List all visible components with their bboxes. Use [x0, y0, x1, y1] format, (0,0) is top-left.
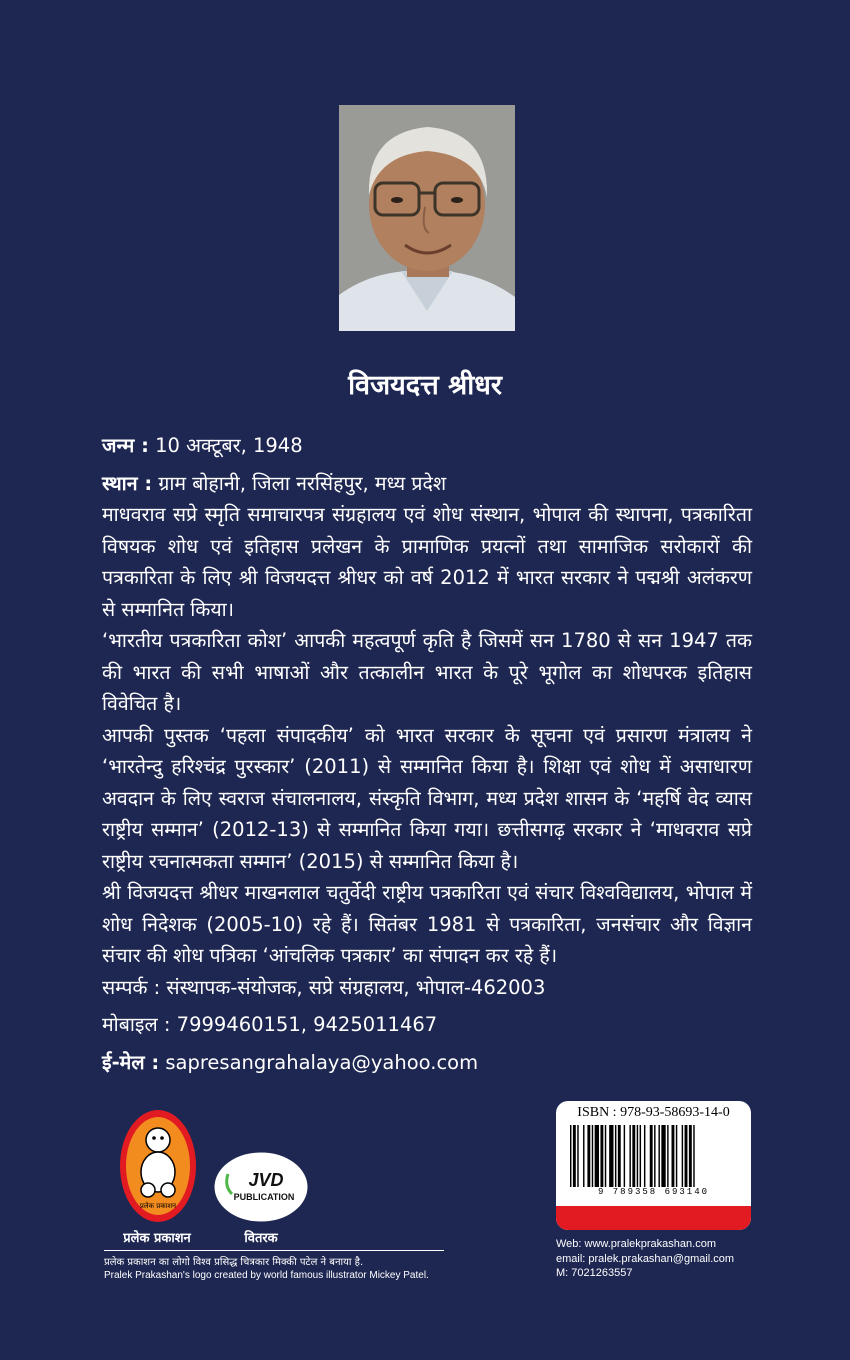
credit-hindi: प्रलेक प्रकाशन का लोगो विश्व प्रसिद्ध चित्रकार मिक्की पटेल ने बनाया है. [104, 1257, 364, 1268]
barcode-bar [624, 1125, 625, 1187]
barcode-bar [682, 1125, 683, 1187]
barcode-bar [587, 1125, 590, 1187]
publisher-web: Web: www.pralekprakashan.com [556, 1238, 716, 1250]
author-bio [102, 430, 752, 1078]
place-value: ग्राम बोहानी, जिला नरसिंहपुर, मध्य प्रदेश [152, 471, 447, 495]
bio-paragraph-2: ‘भारतीय पत्रकारिता कोश’ आपकी महत्वपूर्ण कृति है जिसमें सन 1780 से सन 1947 तक की भारत की सभी भाषाओं और तत्कालीन भारत के पूरे भूगोल का शोधपरक इतिहास विवेचित है। [102, 629, 752, 715]
author-photo [339, 105, 515, 331]
barcode-bar [570, 1125, 571, 1187]
pralek-logo [118, 1108, 198, 1231]
barcode-bar [592, 1125, 593, 1187]
barcode-bar [609, 1125, 613, 1187]
barcode-bar [640, 1125, 641, 1187]
barcode-bar [632, 1125, 635, 1187]
credit-divider [104, 1250, 444, 1251]
email-label: ई-मेल : [102, 1050, 160, 1074]
birth-label: जन्म : [102, 434, 149, 457]
barcode-bar [650, 1125, 653, 1187]
barcode-bar [672, 1125, 675, 1187]
publisher-mobile: M: 7021263557 [556, 1267, 633, 1279]
barcode-bar [629, 1125, 630, 1187]
jvd-subtext: PUBLICATION [233, 1192, 295, 1202]
isbn-red-band [556, 1206, 751, 1230]
isbn-digits: 9 789358 693140 [597, 1187, 709, 1197]
barcode-bar [600, 1125, 603, 1187]
jvd-text: JVD [248, 1170, 284, 1190]
barcode-bar [685, 1125, 688, 1187]
contact-line: सम्पर्क : संस्थापक-संयोजक, सप्रे संग्रहालय, भोपाल-462003 [102, 975, 546, 999]
place-label: स्थान : [102, 471, 153, 495]
birth-row [102, 430, 752, 462]
birth-value: 10 अक्टूबर, 1948 [148, 434, 303, 457]
author-name: विजयदत्त श्रीधर [348, 370, 502, 401]
barcode-bar [689, 1125, 692, 1187]
logo-credit [104, 1256, 484, 1282]
barcode-bar [615, 1125, 616, 1187]
barcode-bar [676, 1125, 677, 1187]
place-row [102, 468, 752, 500]
isbn-label: ISBN : 978-93-58693-14-0 [577, 1105, 730, 1120]
barcode-bar [654, 1125, 655, 1187]
barcode-bar [661, 1125, 665, 1187]
pralek-label: प्रलेक प्रकाशन [123, 1231, 191, 1246]
barcode-bar [577, 1125, 578, 1187]
bio-paragraph-4: श्री विजयदत्त श्रीधर माखनलाल चतुर्वेदी राष्ट्रीय पत्रकारिता एवं संचार विश्वविद्यालय, भोपाल में शोध निदेशक (2005-10) रहे हैं। सितंबर 1981 से पत्रकारिता, जनसंचार और विज्ञान संचार की शोध पत्रिका ‘आंचलिक पत्रकार’ का संपादन कर रहे हैं। [102, 881, 752, 967]
mobile-line: मोबाइल : 7999460151, 9425011467 [102, 1013, 438, 1036]
barcode-bar [667, 1125, 668, 1187]
barcode-bar [644, 1125, 645, 1187]
barcode-bar [658, 1125, 659, 1187]
publisher-contact [556, 1237, 816, 1281]
barcode-bar [583, 1125, 584, 1187]
barcode-bar [693, 1125, 694, 1187]
pralek-inner-text: प्रलेक प्रकाशन [139, 1202, 177, 1210]
bio-paragraph-3: आपकी पुस्तक ‘पहला संपादकीय’ को भारत सरकार के सूचना एवं प्रसारण मंत्रालय ने ‘भारतेन्दु हरिश्चंद्र पुरस्कार’ (2011) से सम्मानित किया है। शिक्षा एवं शोध में असाधारण अवदान के लिए स्वराज संचालनालय, संस्कृति विभाग, मध्य प्रदेश शासन के ‘महर्षि वेद व्यास राष्ट्रीय सम्मान’ (2012-13) से सम्मानित किया गया। छत्तीसगढ़ सरकार ने ‘माधवराव सप्रे राष्ट्रीय रचनात्मकता सम्मान’ (2015) से सम्मानित किया है। [102, 723, 752, 873]
barcode-bar [605, 1125, 606, 1187]
barcode-bar [637, 1125, 638, 1187]
jvd-logo [212, 1150, 310, 1229]
barcode-bar [618, 1125, 621, 1187]
barcode-bars [570, 1125, 737, 1187]
barcode-bar [595, 1125, 599, 1187]
barcode-bar [573, 1125, 576, 1187]
email-row [102, 1047, 752, 1079]
bio-paragraph-1: माधवराव सप्रे स्मृति समाचारपत्र संग्रहालय एवं शोध संस्थान, भोपाल की स्थापना, पत्रकारिता विषयक शोध एवं इतिहास प्रलेखन के प्रामाणिक प्रयत्नों तथा सामाजिक सरोकारों की पत्रकारिता के लिए श्री विजयदत्त श्रीधर को वर्ष 2012 में भारत सरकार ने पद्मश्री अलंकरण से सम्मानित किया। [102, 503, 752, 621]
isbn-barcode-box [556, 1101, 751, 1230]
publisher-email: email: pralek.prakashan@gmail.com [556, 1252, 735, 1265]
email-value: sapresangrahalaya@yahoo.com [159, 1050, 479, 1074]
credit-english: Pralek Prakashan's logo created by world famous illustrator Mickey Patel. [104, 1270, 429, 1281]
distributor-label: वितरक [244, 1231, 278, 1246]
